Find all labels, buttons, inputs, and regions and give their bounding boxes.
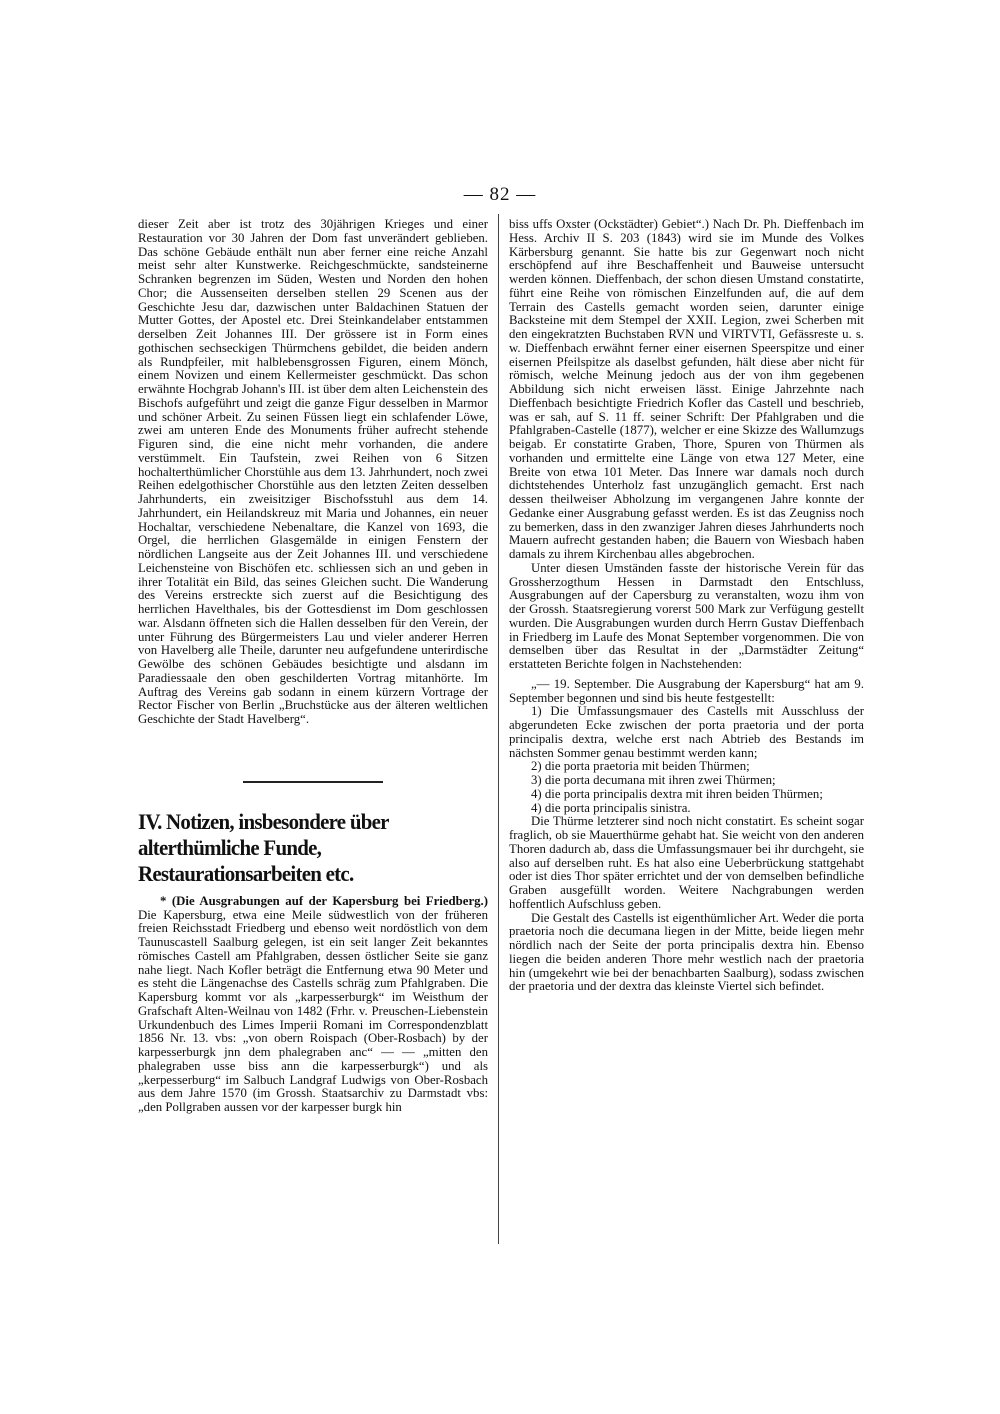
list-item: 4) die porta principalis sinistra.: [531, 800, 691, 815]
article-body: Die Kapersburg, etwa eine Meile südwestlich von der früheren freien Reichsstadt Friedberg und ebenso weit nordöstlich von dem Taunuscastell Saalburg gelegen, ist ein seit langer Zeit bekanntes römisches Castell am Pfahlgraben, dessen östlicher Seite sie ganz nahe liegt. Nach Kofler beträgt die Entfernung etwa 90 Meter und es steht die Längenachse des Castells schräg zum Pfahlgraben. Die Kapersburg kommt vor als „karpesserburgk“ im Weisthum der Grafschaft Alten-Weilnau von 1482 (Frhr. v. Preuschen-Liebenstein Urkundenbuch des Limes Imperii Romani im Correspondenzblatt 1856 Nr. 13. vbs: „von obern Roispach (Ober-Rosbach) by der karpesserburgk jnn dem phalegraben anc“ — — „mitten den phalegraben usse biss ann die karpesserburgk“) und als „kerpesserburg“ im Salbuch Landgraf Ludwigs von Ober-Rosbach aus dem Jahre 1570 (im Grossh. Staatsarchiv zu Darmstadt vbs: „den Pollgraben aussen vor der karpesser burgk hin: [138, 907, 488, 1114]
list-item: 1) Die Umfassungsmauer des Castells mit Ausschluss der abgerundeten Ecke zwischen der porta praetoria und der porta principalis dextra, welche erst nach Abtrieb des Bestands im nächsten Sommer genau bestimmt werden kann;: [509, 704, 864, 760]
right-paragraph-4: Die Thürme letzterer sind noch nicht constatirt. Es scheint sogar fraglich, ob sie Mauerthürme gehabt hat. Sie weicht von den anderen Thoren dadurch ab, dass die Umfassungsmauer bei ihr durchgeht, sie also auf derselben ruht. Es hat also eine Ueberbrückung stattgehabt oder ist dies Thor später errichtet und der von demselben befindliche Graben ausgefüllt worden. Weitere Nachgrabungen werden hoffentlich Aufschluss geben.: [509, 814, 864, 911]
right-paragraph-1: biss uffs Oxster (Ockstädter) Gebiet“.) Nach Dr. Ph. Dieffenbach im Hess. Archiv II S. 203 (1843) wird sie im Munde des Volkes Kärbersburg genannt. Sie hatte bis zur Gegenwart noch nicht erschöpfend auf ihre Beschaffenheit und Bauweise untersucht werden können. Dieffenbach, der schon diesen Umstand constatirte, führt eine Reihe von römischen Einzelfunden auf, die auf dem Terrain des Castells gemacht worden seien, darunter einige Backsteine mit dem Stempel der XXII. Legion, zwei Scherben mit den eingekratzten Buchstaben RVN und VIRTVTI, Gefässreste u. s. w. Dieffenbach erwähnt ferner einer eisernen Speerspitze und einer eisernen Pfeilspitze als daselbst gefunden, hält diese aber nicht für römisch, welche Meinung jedoch aus der von ihm gegebenen Abbildung sich nicht erweisen lässt. Einige Jahrzehnte nach Dieffenbach besichtigte Friedrich Kofler das Castell und beschrieb, was er sah, auf S. 11 ff. seiner Schrift: Der Pfahlgraben und die Pfahlgraben-Castelle (1877), welcher er eine Skizze des Wallumzugs beigab. Er constatirte Graben, Thore, Spuren von Thürmen als vorhanden und ermittelte eine Länge von etwa 127 Meter, eine Breite von etwa 101 Meter. Das Innere war damals noch durch dichtstehendes Unterholz fast unzugänglich gemacht. Erst nach dessen theilweiser Abholzung im vergangenen Jahre konnte der Gedanke einer Ausgrabung gefasst werden. Es ist das Zeugniss noch zu bemerken, dass in den zwanziger Jahren dieses Jahrhunderts noch Mauern aufrecht gestanden haben; die Bauern von Wiesbach haben damals zu ihrem Kirchenbau alles abgebrochen.: [509, 217, 864, 561]
right-column: [509, 218, 864, 994]
left-paragraph: dieser Zeit aber ist trotz des 30jährigen Krieges und einer Restauration vor 30 Jahren der Dom fast unverändert geblieben. Das schöne Gebäude enthält nun aber ferner eine reiche Anzahl meist sehr alter Kunstwerke. Reichgeschmückte, sandsteinerne Schranken begrenzen im Süden, Westen und Norden den hohen Chor; die Aussenseiten derselben stellen 29 Scenen aus der Geschichte Jesu dar, dazwischen unter Baldachinen Statuen der Mutter Gottes, der Apostel etc. Drei Steinkandelaber entstammen derselben Zeit Johannes III. Der grössere ist in Form eines gothischen sechseckigen Thürmchens gebildet, die beiden andern als Rundpfeiler, mit halblebensgrossen Figuren, einem Mönch, einem Novizen und einem Kellermeister geschmückt. Das schon erwähnte Hochgrab Johann's III. ist über dem alten Leichenstein des Bischofs aufgeführt und zeigt die ganze Figur desselben in Marmor und schöner Arbeit. Zu seinen Füssen liegt ein schlafender Löwe, zwei am unteren Ende des Monuments früher aufrecht stehende Figuren sind, die eine nicht mehr vorhanden, die andere verstümmelt. Ein Taufstein, zwei Reihen von 6 Sitzen hochalterthümlicher Chorstühle aus dem 13. Jahrhundert, noch zwei Reihen edelgothischer Chorstühle aus den letzten Zeiten desselben Jahrhunderts, ein zweisitziger Bischofsstuhl aus dem 14. Jahrhundert, ein Heilandskreuz mit Maria und Johannes, ein neuer Hochaltar, verschiedene Nebenaltare, die Kanzel von 1693, die Orgel, die herrlichen Glasgemälde in einigen Fenstern der nördlichen Langseite aus der Zeit Johannes III. und verschiedene Leichensteine von Bischöfen etc. schliessen sich an und geben in ihrer Totalität ein Bild, das seines Gleichen sucht. Die Wanderung des Vereins erstreckte sich zuerst auf die Besichtigung des herrlichen Havelthales, bis der Gottesdienst im Dom geschlossen war. Alsdann öffneten sich die Hallen desselben für den Verein, der unter Führung des Bürgermeisters Lau und vieler anderer Herren von Havelberg alle Theile, darunter neu aufgefundene unterirdische Gewölbe des schönen Gebäudes besichtigte und alsdann im Paradiessaale den oben geschilderten Vortrag mitanhörte. Im Auftrag des Vereins gab sodann in einem kürzern Vortrage der Rector Fischer von Berlin „Bruchstücke aus der älteren weltlichen Geschichte der Stadt Havelberg“.: [138, 217, 488, 726]
article-lead: * (Die Ausgrabungen auf der Kapersburg bei Friedberg.): [160, 893, 488, 908]
section-heading: IV. Notizen, insbesondere über alterthümliche Funde, Restaurationsarbeiten etc.: [138, 808, 389, 886]
list-item: 2) die porta praetoria mit beiden Thürmen;: [531, 759, 750, 774]
list-item: 4) die porta principalis dextra mit ihren beiden Thürmen;: [531, 786, 823, 801]
right-paragraph-2: Unter diesen Umständen fasste der historische Verein für das Grossherzogthum Hessen in Darmstadt den Entschluss, Ausgrabungen auf der Capersburg zu veranstalten, wozu ihm von der Grossh. Staatsregierung vorerst 500 Mark zur Verfügung gestellt wurden. Die Ausgrabungen wurden durch Herrn Gustav Dieffenbach in Friedberg im Laufe des Monat September vorgenommen. Die von demselben über das Resultat in der „Darmstädter Zeitung“ erstatteten Berichte folgen in Nachstehenden:: [509, 560, 864, 671]
right-paragraph-5: Die Gestalt des Castells ist eigenthümlicher Art. Weder die porta praetoria noch die decumana liegen in der Mitte, beide liegen mehr nördlich nach der Seite der porta principalis dextra hin. Ebenso liegen die beiden anderen Thore mehr westlich nach der praetoria hin (umgekehrt wie bei der benachbarten Saalburg), sodass zwischen der praetoria und der dextra das kleinste Viertel sich befindet.: [509, 910, 864, 994]
column-rule: [498, 214, 499, 1244]
list-item: 3) die porta decumana mit ihren zwei Thürmen;: [531, 773, 776, 787]
article-paragraph: [138, 895, 488, 1115]
left-column: [138, 218, 488, 1115]
section-divider: [243, 781, 383, 783]
right-paragraph-3: „— 19. September. Die Ausgrabung der Kapersburg“ hat am 9. September begonnen und sind bis heute festgestellt:: [509, 676, 864, 705]
page-number: — 82 —: [463, 184, 537, 205]
